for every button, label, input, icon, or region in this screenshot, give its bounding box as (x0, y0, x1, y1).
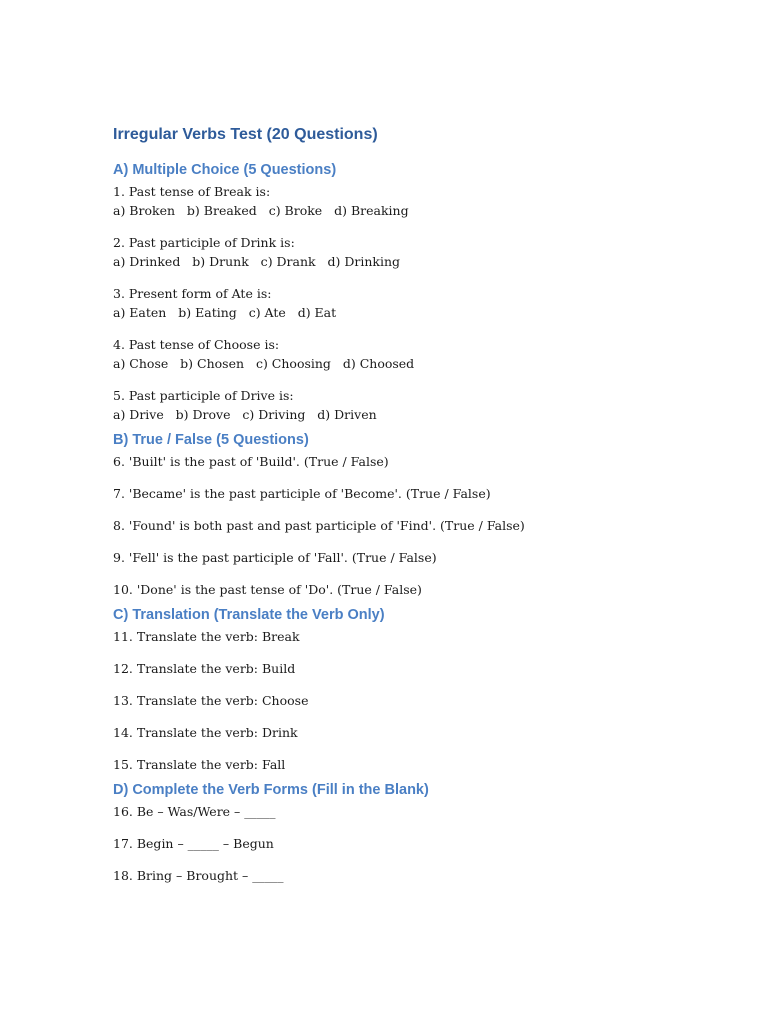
question-18 (113, 866, 713, 885)
question-17 (113, 834, 713, 853)
question-text: 11. Translate the verb: Break (113, 629, 300, 644)
question-options: a) Drive b) Drove c) Driving d) Driven (113, 407, 377, 422)
question-text: 8. 'Found' is both past and past participle of 'Find'. (True / False) (113, 518, 525, 533)
question-16 (113, 802, 713, 821)
document-page (113, 124, 713, 898)
question-text: 4. Past tense of Choose is: (113, 337, 280, 352)
question-options: a) Eaten b) Eating c) Ate d) Eat (113, 305, 337, 320)
page-title: Irregular Verbs Test (20 Questions) (113, 126, 378, 143)
section-heading-a: A) Multiple Choice (5 Questions) (113, 162, 337, 178)
question-8 (113, 516, 713, 535)
question-text: 9. 'Fell' is the past participle of 'Fall'. (True / False) (113, 550, 437, 565)
question-15 (113, 755, 713, 774)
question-text: 10. 'Done' is the past tense of 'Do'. (True / False) (113, 582, 422, 597)
question-13 (113, 691, 713, 710)
question-text: 7. 'Became' is the past participle of 'Become'. (True / False) (113, 486, 491, 501)
section-heading-b: B) True / False (5 Questions) (113, 432, 309, 448)
question-9 (113, 548, 713, 567)
question-11 (113, 627, 713, 646)
question-text: 14. Translate the verb: Drink (113, 725, 298, 740)
question-text: 12. Translate the verb: Build (113, 661, 296, 676)
question-7 (113, 484, 713, 503)
question-1 (113, 182, 713, 220)
question-4 (113, 335, 713, 373)
question-text: 15. Translate the verb: Fall (113, 757, 286, 772)
question-10 (113, 580, 713, 599)
question-12 (113, 659, 713, 678)
question-text: 5. Past participle of Drive is: (113, 388, 294, 403)
question-2 (113, 233, 713, 271)
question-14 (113, 723, 713, 742)
question-3 (113, 284, 713, 322)
question-options: a) Chose b) Chosen c) Choosing d) Choosed (113, 356, 415, 371)
question-options: a) Drinked b) Drunk c) Drank d) Drinking (113, 254, 401, 269)
question-text: 3. Present form of Ate is: (113, 286, 272, 301)
question-text: 13. Translate the verb: Choose (113, 693, 309, 708)
question-text: 1. Past tense of Break is: (113, 184, 271, 199)
question-text: 16. Be – Was/Were – _____ (113, 804, 276, 819)
question-5 (113, 386, 713, 424)
question-options: a) Broken b) Breaked c) Broke d) Breaking (113, 203, 409, 218)
question-text: 2. Past participle of Drink is: (113, 235, 295, 250)
question-6 (113, 452, 713, 471)
question-text: 6. 'Built' is the past of 'Build'. (True / False) (113, 454, 389, 469)
section-heading-d: D) Complete the Verb Forms (Fill in the Blank) (113, 782, 429, 798)
question-text: 18. Bring – Brought – _____ (113, 868, 284, 883)
section-heading-c: C) Translation (Translate the Verb Only) (113, 607, 385, 623)
question-text: 17. Begin – _____ – Begun (113, 836, 274, 851)
